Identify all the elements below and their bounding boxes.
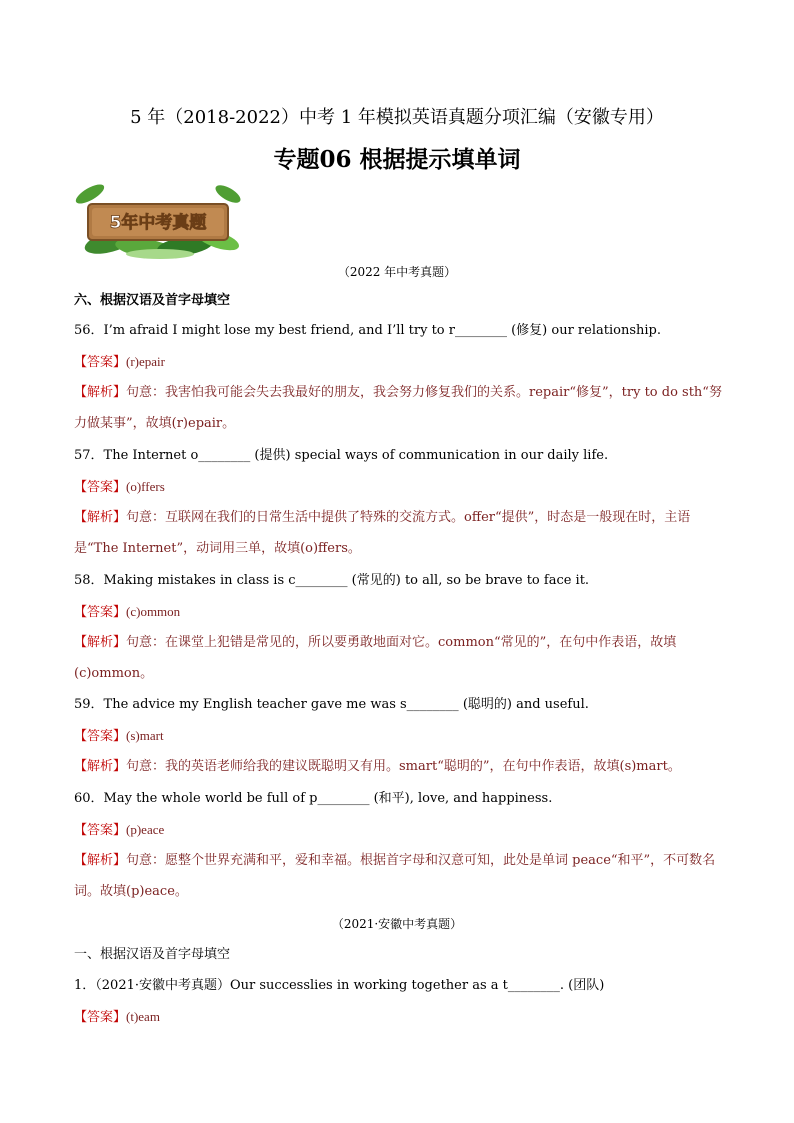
answer-text: (p)eace: [126, 822, 165, 837]
section-2022-label: （2022 年中考真题）: [337, 265, 457, 279]
explanation-text: 句意：愿整个世界充满和平，爱和幸福。根据首字母和汉意可知，此处是单词 peace“和平”，不可数名词。故填(p)eace。: [74, 853, 716, 899]
explanation-58: [74, 627, 724, 689]
question-57: 57．The Internet o________ (提供) special ways of communication in our daily life.: [74, 448, 609, 463]
answer-text: (t)eam: [126, 1009, 160, 1024]
answer-text: (r)epair: [126, 354, 165, 369]
explanation-56: [74, 377, 724, 439]
document-title: 5 年（2018-2022）中考 1 年模拟英语真题分项汇编（安徽专用）: [130, 107, 664, 128]
answer-tag: 【答案】: [74, 480, 127, 495]
answer-text: (o)ffers: [126, 479, 165, 494]
answer-57: [74, 477, 724, 498]
answer-text: (c)ommon: [126, 604, 181, 619]
section-2021-heading: 一、根据汉语及首字母填空: [74, 947, 231, 962]
question-60: 60．May the whole world be full of p________ (和平), love, and happiness.: [74, 791, 553, 806]
explanation-tag: 【解析】: [74, 759, 127, 774]
section-2021-label: （2021·安徽中考真题）: [331, 917, 463, 931]
question-56: 56．I’m afraid I might lose my best friend, and I’ll try to r________ (修复) our relationship.: [74, 323, 661, 338]
banner-text: 5年中考真题: [109, 213, 207, 233]
answer-60: [74, 820, 724, 841]
explanation-text: 句意：我的英语老师给我的建议既聪明又有用。smart“聪明的”，在句中作表语，故填(s)mart。: [126, 759, 681, 774]
explanation-text: 句意：我害怕我可能会失去我最好的朋友，我会努力修复我们的关系。repair“修复”，try to do sth“努力做某事”，故填(r)epair。: [74, 385, 722, 431]
document-subtitle: 专题06 根据提示填单词: [273, 146, 521, 173]
answer-tag: 【答案】: [74, 355, 127, 370]
question-58: 58．Making mistakes in class is c________ (常见的) to all, so be brave to face it.: [74, 573, 590, 588]
explanation-tag: 【解析】: [74, 635, 127, 650]
explanation-59: [74, 757, 724, 777]
answer-59: [74, 726, 724, 747]
section-2022-heading: 六、根据汉语及首字母填空: [74, 293, 231, 308]
answer-tag: 【答案】: [74, 729, 127, 744]
explanation-tag: 【解析】: [74, 853, 127, 868]
answer-58: [74, 602, 724, 623]
answer-2021-1: [74, 1007, 724, 1028]
question-2021-1: 1．（2021·安徽中考真题）Our successlies in working together as a t________. (团队): [74, 978, 605, 993]
explanation-text: 句意：在课堂上犯错是常见的，所以要勇敢地面对它。common“常见的”，在句中作表语，故填(c)ommon。: [74, 635, 677, 681]
explanation-60: [74, 845, 724, 907]
banner-image: [70, 180, 242, 260]
answer-56: [74, 352, 724, 373]
answer-text: (s)mart: [126, 728, 164, 743]
answer-tag: 【答案】: [74, 823, 127, 838]
explanation-tag: 【解析】: [74, 385, 127, 400]
answer-tag: 【答案】: [74, 605, 127, 620]
question-59: 59．The advice my English teacher gave me was s________ (聪明的) and useful.: [74, 697, 589, 712]
explanation-57: [74, 502, 724, 564]
explanation-tag: 【解析】: [74, 510, 127, 525]
explanation-text: 句意：互联网在我们的日常生活中提供了特殊的交流方式。offer“提供”，时态是一般现在时，主语是“The Internet”，动词用三单，故填(o)ffers。: [74, 510, 691, 556]
answer-tag: 【答案】: [74, 1010, 127, 1025]
